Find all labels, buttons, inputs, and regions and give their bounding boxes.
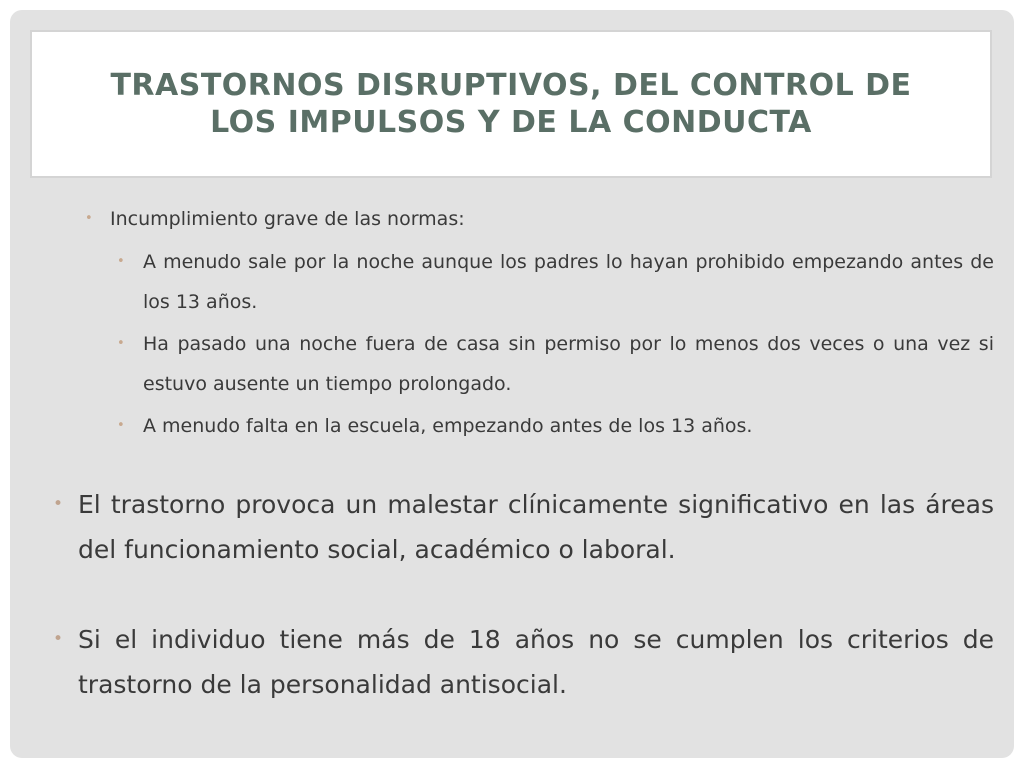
bullet-text: Incumplimiento grave de las normas: [110, 208, 465, 230]
sub-bullet-item [117, 242, 994, 322]
title-line-1: TRASTORNOS DISRUPTIVOS, DEL CONTROL DE [110, 68, 912, 103]
bullet-item [53, 482, 994, 572]
slide [10, 10, 1014, 758]
sub-bullet-text: A menudo sale por la noche aunque los padres lo hayan prohibido empezando antes de los 13 años. [143, 251, 994, 313]
sub-bullet-marker: • [117, 418, 125, 433]
slide-content [10, 10, 1014, 758]
sub-bullet-item [117, 324, 994, 404]
bullet-marker: • [53, 494, 64, 514]
bullet-text: Si el individuo tiene más de 18 años no se cumplen los criterios de trastorno de la personalidad antisocial. [78, 625, 994, 699]
bullet-item [53, 617, 994, 707]
sub-bullet-marker: • [117, 336, 125, 351]
bullet-marker: • [53, 629, 64, 649]
sub-bullet-item [117, 406, 994, 446]
bullet-item [85, 198, 985, 240]
sub-bullet-text: Ha pasado una noche fuera de casa sin permiso por lo menos dos veces o una vez si estuvo ausente un tiempo prolongado. [143, 333, 994, 395]
bullet-text: El trastorno provoca un malestar clínicamente significativo en las áreas del funcionamiento social, académico o laboral. [78, 490, 994, 564]
bullet-marker: • [85, 211, 93, 226]
title-line-2: LOS IMPULSOS Y DE LA CONDUCTA [210, 105, 812, 140]
sub-bullet-text: A menudo falta en la escuela, empezando antes de los 13 años. [143, 415, 753, 437]
sub-bullet-marker: • [117, 254, 125, 269]
